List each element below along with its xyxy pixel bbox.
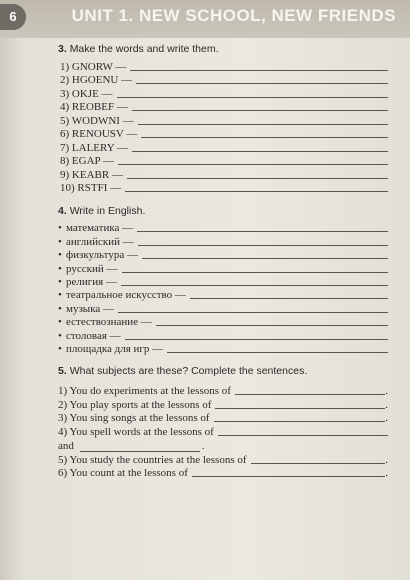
answer-line[interactable] bbox=[136, 75, 388, 84]
unit-title: UNIT 1. NEW SCHOOL, NEW FRIENDS bbox=[71, 6, 396, 25]
task-5-title: 5. What subjects are these? Complete the sentences. bbox=[58, 364, 308, 377]
answer-line[interactable] bbox=[125, 183, 388, 192]
answer-line[interactable] bbox=[122, 264, 389, 273]
answer-line[interactable] bbox=[142, 250, 388, 259]
list-item: • математика — bbox=[58, 221, 388, 234]
answer-line[interactable] bbox=[121, 277, 388, 286]
list-item: • религия — bbox=[58, 275, 388, 288]
answer-line[interactable] bbox=[251, 455, 386, 464]
answer-line[interactable] bbox=[190, 290, 388, 299]
list-item: • естествознание — bbox=[58, 315, 388, 328]
answer-line[interactable] bbox=[118, 156, 388, 165]
list-item: 4) REOBEF — bbox=[60, 100, 388, 114]
answer-line[interactable] bbox=[118, 304, 388, 313]
list-item: 10) RSTFI — bbox=[60, 181, 388, 195]
task-3-title: 3. Make the words and write them. bbox=[58, 43, 219, 55]
answer-line[interactable] bbox=[156, 317, 388, 326]
answer-line[interactable] bbox=[141, 129, 388, 138]
answer-line[interactable] bbox=[127, 170, 388, 179]
bullet-icon: • bbox=[58, 222, 62, 235]
answer-line[interactable] bbox=[218, 427, 388, 436]
bullet-icon: • bbox=[58, 235, 62, 248]
list-item: 1) GNORW — bbox=[60, 59, 388, 73]
answer-line[interactable] bbox=[125, 331, 388, 340]
list-item: and . bbox=[58, 439, 205, 452]
bullet-icon: • bbox=[58, 316, 62, 329]
answer-line[interactable] bbox=[138, 116, 388, 125]
list-item: 6) You count at the lessons of . bbox=[58, 467, 388, 480]
list-item: 6) RENOUSV — bbox=[60, 127, 388, 141]
list-item: 2) HGOENU — bbox=[60, 73, 388, 87]
page-number: 6 bbox=[0, 4, 26, 30]
bullet-icon: • bbox=[58, 302, 62, 315]
list-item: 1) You do experiments at the lessons of . bbox=[58, 384, 388, 397]
list-item: • русский — bbox=[58, 261, 388, 274]
list-item: 5) You study the countries at the lessons of . bbox=[58, 453, 388, 466]
answer-line[interactable] bbox=[215, 400, 385, 409]
answer-line[interactable] bbox=[138, 237, 388, 246]
bullet-icon: • bbox=[58, 275, 62, 288]
answer-line[interactable] bbox=[130, 62, 388, 71]
list-item: • английский — bbox=[58, 234, 388, 247]
list-item: • столовая — bbox=[58, 328, 388, 341]
answer-line[interactable] bbox=[137, 223, 388, 232]
answer-line[interactable] bbox=[132, 102, 388, 111]
task-4-list bbox=[58, 221, 388, 355]
task-5-list bbox=[58, 383, 388, 480]
list-item: 4) You spell words at the lessons of bbox=[58, 424, 388, 438]
bullet-icon: • bbox=[58, 342, 62, 355]
answer-line[interactable] bbox=[132, 143, 388, 152]
page-content bbox=[58, 42, 388, 479]
bullet-icon: • bbox=[58, 249, 62, 262]
answer-line[interactable] bbox=[117, 89, 388, 98]
list-item: • площадка для игр — bbox=[58, 342, 388, 355]
answer-line[interactable] bbox=[167, 344, 388, 353]
answer-line[interactable] bbox=[235, 386, 385, 395]
list-item: 8) EGAP — bbox=[60, 154, 388, 168]
task-3-list bbox=[60, 59, 388, 194]
answer-line[interactable] bbox=[80, 443, 200, 452]
bullet-icon: • bbox=[58, 262, 62, 275]
bullet-icon: • bbox=[58, 289, 62, 302]
list-item: 3) You sing songs at the lessons of . bbox=[58, 412, 388, 425]
answer-line[interactable] bbox=[192, 468, 385, 477]
list-item: 7) LALERY — bbox=[60, 140, 388, 154]
bullet-icon: • bbox=[58, 329, 62, 342]
page-header bbox=[0, 0, 410, 38]
list-item: • музыка — bbox=[58, 301, 388, 314]
list-item: • театральное искусство — bbox=[58, 288, 388, 301]
list-item: 3) OKJE — bbox=[60, 86, 388, 100]
answer-line[interactable] bbox=[214, 413, 386, 422]
list-item: 2) You play sports at the lessons of . bbox=[58, 398, 388, 411]
task-4-title: 4. Write in English. bbox=[58, 205, 146, 217]
list-item: • физкультура — bbox=[58, 248, 388, 261]
list-item: 9) KEABR — bbox=[60, 167, 388, 181]
list-item: 5) WODWNI — bbox=[60, 113, 388, 127]
